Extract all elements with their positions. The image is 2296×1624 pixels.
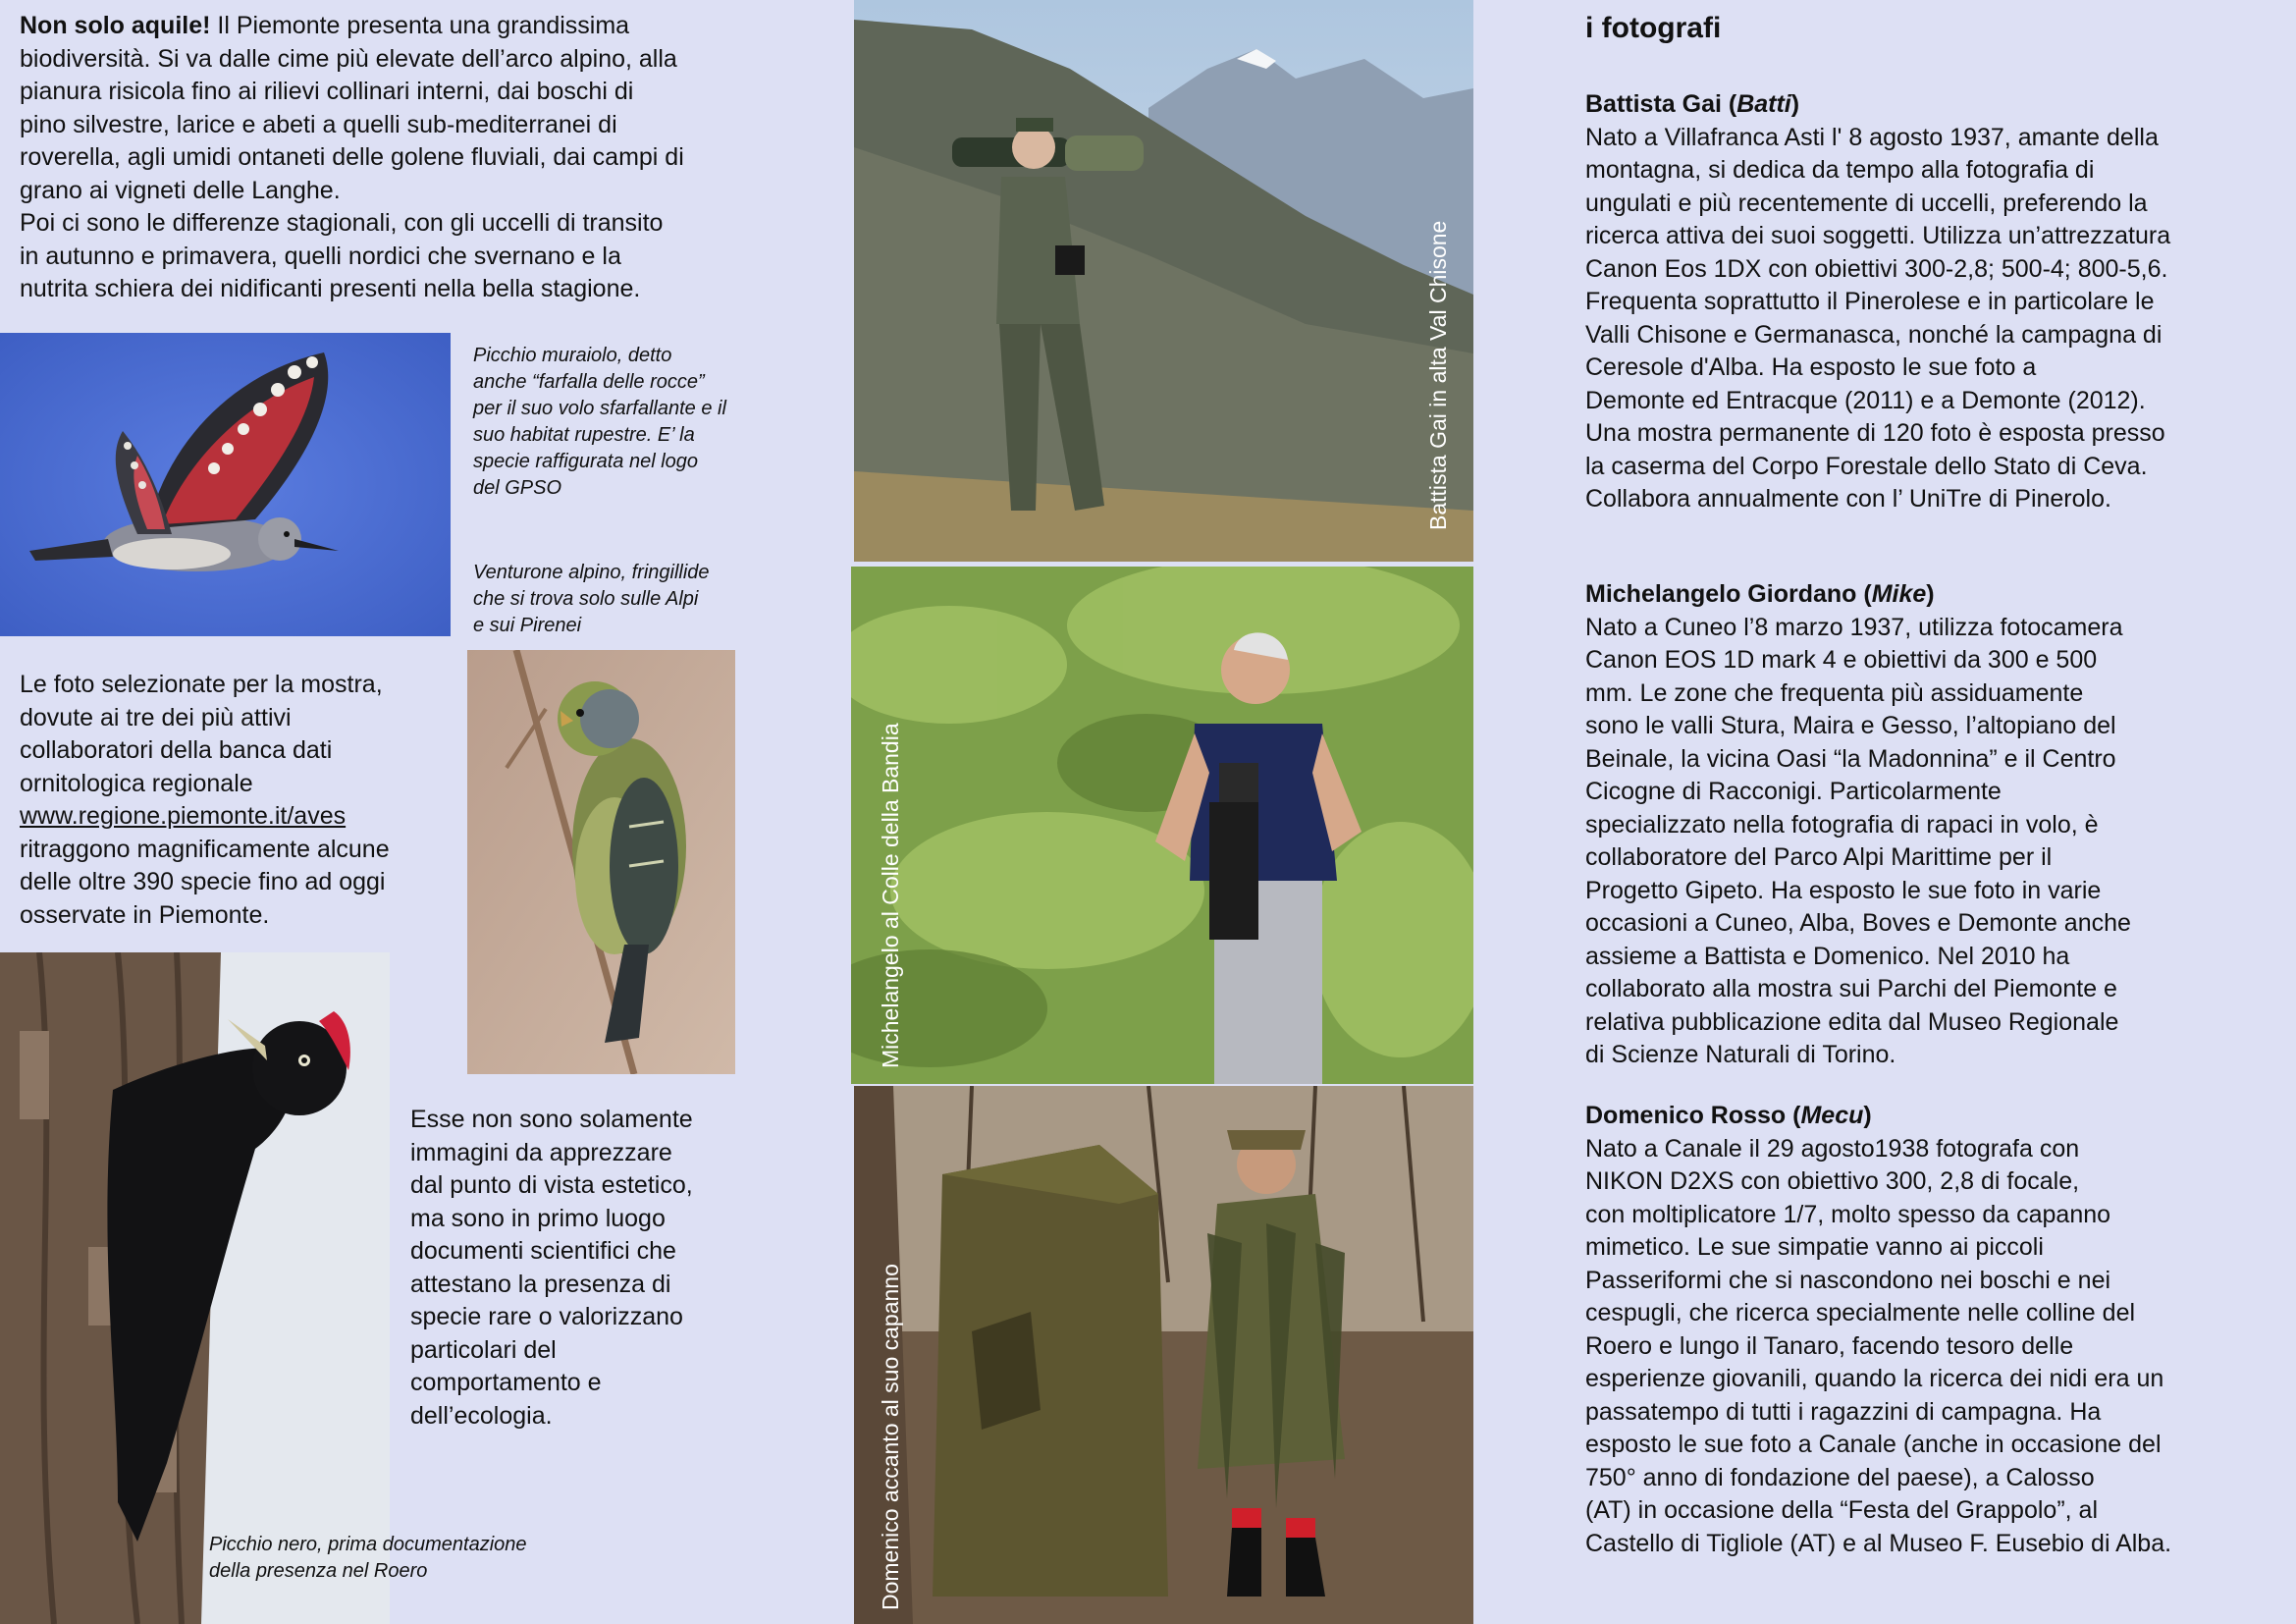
essay-line: particolari del	[410, 1335, 557, 1364]
bio-line: Roero e lungo il Tanaro, facendo tesoro delle	[1585, 1331, 2074, 1360]
essay-line: dal punto di vista estetico,	[410, 1171, 693, 1199]
bio-line: mimetico. Le sue simpatie vanno ai piccoli	[1585, 1233, 2044, 1261]
essay-line: Esse non sono solamente	[410, 1106, 693, 1133]
bio-line: cespugli, che ricerca specialmente nelle colline del	[1585, 1299, 2136, 1326]
essay-line: immagini da apprezzare	[410, 1138, 672, 1166]
bio-line: Beinale, la vicina Oasi “la Madonnina” e il Centro	[1585, 744, 2116, 773]
bio-line: con moltiplicatore 1/7, molto spesso da capanno	[1585, 1200, 2111, 1228]
essay-line: attestano la presenza di	[410, 1270, 671, 1298]
nickname-text: Mike	[1871, 580, 1927, 608]
bio-line: mm. Le zone che frequenta più assiduamente	[1585, 678, 2084, 707]
intro-line: grano ai vigneti delle Langhe.	[20, 176, 341, 204]
photo3-caption: Domenico accanto al suo capanno	[878, 1264, 903, 1610]
bio-line: Progetto Gipeto. Ha esposto le sue foto in varie	[1585, 876, 2102, 904]
bio-line: Frequenta soprattutto il Pinerolese e in particolare le	[1585, 288, 2155, 315]
domenico-photo	[854, 1086, 1473, 1624]
bio-line: sono le valli Stura, Maira e Gesso, l’altopiano del	[1585, 712, 2116, 739]
bio-line: Collabora annualmente con l’ UniTre di Pinerolo.	[1585, 485, 2111, 513]
battista-gai-photo	[854, 0, 1473, 562]
bio-line: Passeriformi che si nascondono nei boschi e nei	[1585, 1266, 2111, 1294]
caption-line: per il suo volo sfarfallante e il	[473, 398, 726, 419]
bio-line: esperienze giovanili, quando la ricerca dei nidi era un	[1585, 1365, 2164, 1392]
intro-line: pino silvestre, larice e abeti a quelli sub-mediterranei di	[20, 110, 617, 138]
intro-line: in autunno e primavera, quelli nordici che svernano e la	[20, 242, 621, 270]
intro-line: Poi ci sono le differenze stagionali, con gli uccelli di transito	[20, 209, 664, 237]
bio-line: Canon EOS 1D mark 4 e obiettivi da 300 e 500	[1585, 646, 2098, 674]
caption-line: Venturone alpino, fringillide	[473, 562, 710, 583]
bio-line: NIKON D2XS con obiettivo 300, 2,8 di focale,	[1585, 1167, 2080, 1195]
name-text: Domenico Rosso (	[1585, 1102, 1801, 1129]
bio-line: collaborato alla mostra sui Parchi del Piemonte e	[1585, 975, 2117, 1002]
name-text: Michelangelo Giordano (	[1585, 580, 1872, 608]
bio-line: ricerca attiva dei suoi soggetti. Utilizza un’attrezzatura	[1585, 222, 2171, 249]
selection-line: ritraggono magnificamente alcune	[20, 835, 390, 863]
aves-website-link[interactable]: www.regione.piemonte.it/aves	[20, 802, 347, 830]
bio-line: montagna, si dedica da tempo alla fotografia di	[1585, 156, 2095, 184]
caption-line: del GPSO	[473, 477, 562, 499]
bio-line: Nato a Cuneo l’8 marzo 1937, utilizza fotocamera	[1585, 613, 2123, 641]
caption-line: che si trova solo sulle Alpi	[473, 588, 699, 610]
bio-line: assieme a Battista e Domenico. Nel 2010 ha	[1585, 942, 2070, 970]
intro-line: biodiversità. Si va dalle cime più elevate dell’arco alpino, alla	[20, 44, 677, 73]
bio-line: (AT) in occasione della “Festa del Grappolo”, al	[1585, 1496, 2098, 1524]
essay-line: comportamento e	[410, 1369, 602, 1396]
essay-line: documenti scientifici che	[410, 1237, 676, 1265]
bio-line: specializzato nella fotografia di rapaci in volo, è	[1585, 810, 2099, 839]
citril-finch-photo	[467, 650, 735, 1074]
intro-paragraph	[20, 10, 766, 306]
bio-line: 750° anno di fondazione del paese), a Calosso	[1585, 1463, 2095, 1491]
photographers-heading: i fotografi	[1585, 12, 1722, 44]
bio-line: Valli Chisone e Germanasca, nonché la campagna di	[1585, 320, 2163, 349]
bio-line: esposto le sue foto a Canale (anche in occasione del	[1585, 1431, 2162, 1458]
intro-line: pianura risicola fino ai rilievi collinari interni, dai boschi di	[20, 78, 634, 105]
caption-line: della presenza nel Roero	[209, 1560, 428, 1582]
photo2-caption: Michelangelo al Colle della Bandia	[878, 723, 903, 1068]
bio-line: la caserma del Corpo Forestale dello Stato di Ceva.	[1585, 452, 2148, 480]
bio-line: passatempo di tutti i ragazzini di campagna. Ha	[1585, 1397, 2102, 1426]
bio-line: collaboratore del Parco Alpi Marittime per il	[1585, 843, 2053, 871]
caption-wallcreeper	[473, 343, 768, 502]
caption-line: Picchio muraiolo, detto	[473, 345, 672, 366]
photographer-michelangelo	[1585, 578, 2272, 1072]
selection-line: dovute ai tre dei più attivi	[20, 703, 292, 731]
caption-line: suo habitat rupestre. E’ la	[473, 424, 695, 446]
photographer-battista	[1585, 88, 2272, 516]
bio-line: di Scienze Naturali di Torino.	[1585, 1041, 1896, 1068]
essay-line: ma sono in primo luogo	[410, 1204, 666, 1232]
selection-paragraph	[20, 669, 452, 932]
name-text: Battista Gai (	[1585, 90, 1737, 118]
caption-line: Picchio nero, prima documentazione	[209, 1534, 527, 1555]
intro-lead: Non solo aquile!	[20, 12, 211, 39]
photographer-name	[1585, 578, 2272, 612]
black-woodpecker-photo	[0, 952, 390, 1624]
bio-line: Castello di Tigliole (AT) e al Museo F. Eusebio di Alba.	[1585, 1529, 2172, 1557]
nickname-text: Mecu	[1800, 1102, 1864, 1129]
bio-line: Ceresole d'Alba. Ha esposto le sue foto a	[1585, 353, 2037, 381]
caption-line: specie raffigurata nel logo	[473, 451, 699, 472]
selection-line: delle oltre 390 specie fino ad oggi	[20, 868, 386, 895]
intro-line: roverella, agli umidi ontaneti delle golene fluviali, dai campi di	[20, 143, 684, 171]
bio-line: Nato a Villafranca Asti l' 8 agosto 1937, amante della	[1585, 123, 2159, 151]
nickname-text: Batti	[1736, 90, 1791, 118]
name-close: )	[1790, 90, 1800, 118]
essay-line: dell’ecologia.	[410, 1401, 553, 1430]
name-close: )	[1863, 1102, 1872, 1129]
selection-line: ornitologica regionale	[20, 769, 253, 797]
bio-line: ungulati e più recentemente di uccelli, preferendo la	[1585, 189, 2148, 217]
essay-paragraph	[410, 1104, 764, 1433]
caption-citril-finch	[473, 560, 768, 639]
caption-line: anche “farfalla delle rocce”	[473, 371, 705, 393]
photographer-name	[1585, 1100, 2282, 1133]
bio-line: Cicogne di Racconigi. Particolarmente	[1585, 778, 2002, 805]
essay-line: specie rare o valorizzano	[410, 1303, 683, 1330]
photo1-caption: Battista Gai in alta Val Chisone	[1425, 220, 1451, 530]
selection-line: Le foto selezionate per la mostra,	[20, 671, 383, 698]
photographer-name	[1585, 88, 2272, 122]
bio-line: Canon Eos 1DX con obiettivi 300-2,8; 500-4; 800-5,6.	[1585, 254, 2168, 283]
bio-line: Nato a Canale il 29 agosto1938 fotografa con	[1585, 1134, 2080, 1163]
selection-line: collaboratori della banca dati	[20, 736, 333, 764]
bio-line: Demonte ed Entracque (2011) e a Demonte (2012).	[1585, 386, 2146, 414]
bio-line: relativa pubblicazione edita dal Museo Regionale	[1585, 1007, 2119, 1036]
michelangelo-photo	[851, 567, 1473, 1084]
caption-line: e sui Pirenei	[473, 615, 582, 636]
bio-line: Una mostra permanente di 120 foto è esposta presso	[1585, 419, 2165, 447]
caption-black-woodpecker	[209, 1532, 602, 1585]
name-close: )	[1926, 580, 1935, 608]
intro-line: Il Piemonte presenta una grandissima	[210, 12, 630, 39]
wallcreeper-photo	[0, 333, 451, 636]
photographer-domenico	[1585, 1100, 2282, 1560]
selection-line: osservate in Piemonte.	[20, 900, 270, 929]
bio-line: occasioni a Cuneo, Alba, Boves e Demonte anche	[1585, 909, 2131, 937]
intro-line: nutrita schiera dei nidificanti presenti nella bella stagione.	[20, 275, 641, 302]
